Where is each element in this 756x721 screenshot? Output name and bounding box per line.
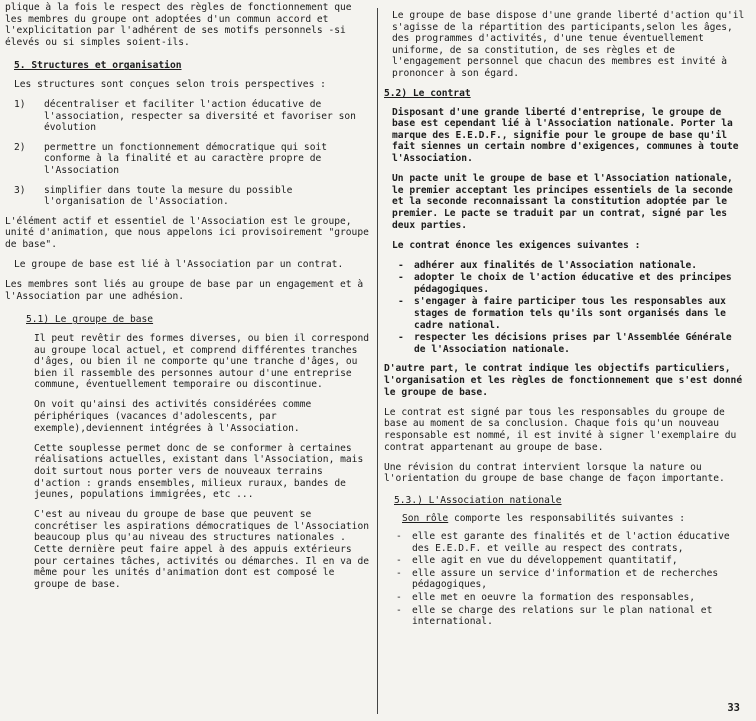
list-item: - adhérer aux finalités de l'Association nationale.	[398, 259, 698, 271]
perspective-item-2: 2) permettre un fonctionnement démocratique qui soit conforme à la finalité et au caractère propre de l'Association	[14, 141, 328, 177]
left-column	[0, 0, 372, 599]
list-item: - elle assure un service d'information et de recherches pédagogiques,	[396, 567, 719, 591]
membres-paragraph: Les membres sont liés au groupe de base par un engagement et à l'Association par une adhésion.	[5, 279, 364, 302]
disposant-paragraph: Disposant d'une grande liberté d'entreprise, le groupe de base est cependant lié à l'Association nationale. Porter la marque des E.E.D.F., signifie pour le groupe de base qu'il fait siennes un certain nombre d'exigences, communes à toute l'Association.	[392, 106, 739, 165]
list-item: - elle se charge des relations sur le plan national et international.	[396, 604, 713, 628]
signe-paragraph: Le contrat est signé par tous les responsables du groupe de base au moment de sa conclusion. Chaque fois qu'un nouveau responsable est nommé, il est invité à signer l'exemplaire du contrat appartenant au groupe de base.	[384, 406, 737, 453]
enonce-paragraph: Le contrat énonce les exigences suivantes :	[392, 239, 641, 251]
section-heading-association-nationale: 5.3.) L'Association nationale	[394, 494, 562, 506]
perspectives-intro: Les structures sont conçues selon trois perspectives :	[14, 78, 326, 90]
liberte-paragraph: Le groupe de base dispose d'une grande liberté d'action qu'il s'agisse de la répartition des participants,selon les âges, des programmes d'activités, d'une tenue éventuellement uniforme, de sa constitution, de ses règles et de l'engagement personnel que chacun des membres est invité à prononcer à son égard.	[392, 10, 745, 79]
roles-list	[384, 531, 746, 628]
section-heading-groupe-de-base: 5.1) Le groupe de base	[26, 314, 154, 326]
list-item: - respecter les décisions prises par l'Assemblée Générale de l'Association nationale.	[398, 332, 732, 355]
exigences-list	[384, 260, 746, 356]
section-heading-contrat: 5.2) Le contrat	[384, 88, 471, 100]
revision-paragraph: Une révision du contrat intervient lorsque la nature ou l'orientation du groupe de base change de façon importante.	[384, 461, 725, 485]
list-item: - s'engager à faire participer tous les responsables aux stages de formation tels qu'ils sont organisés dans le cadre national.	[398, 296, 726, 331]
revetir-paragraph: Il peut revêtir des formes diverses, ou bien il correspond au groupe local actuel, et comprend différentes tranches d'âges, ou bien il ne comporte qu'une tranche d'âges, ou bien il rassemble des personnes autour d'une entreprise commune, éventuellement temporaire ou discontinue.	[34, 332, 370, 391]
perspective-item-3: 3) simplifier dans toute la mesure du possible l'organisation de l'Association.	[14, 184, 293, 208]
role-paragraph: Son rôle comporte les responsabilités suivantes :	[402, 513, 686, 525]
souplesse-paragraph: Cette souplesse permet donc de se conformer à certaines réalisations actuelles, existant dans l'Association, mais doit surtout nous porter vers de nouveaux terrains d'action : grands ensembles, milieux ruraux, bandes de jeunes, populations immigrées, etc ...	[34, 442, 364, 501]
contrat-lie-paragraph: Le groupe de base est lié à l'Association par un contrat.	[14, 259, 344, 271]
list-item: - elle agit en vue du développement quantitatif,	[396, 555, 678, 567]
intro-paragraph: plique à la fois le respect des règles de fonctionnement que les membres du groupe ont adoptées d'un commun accord et l'explicitation par l'adhérent de ses motifs personnels -si élevés ou si simples soient-ils.	[5, 2, 352, 48]
list-item: - elle met en oeuvre la formation des responsables,	[396, 591, 696, 603]
niveau-paragraph: C'est au niveau du groupe de base que peuvent se concrétiser les aspirations démocratiques de l'Association beaucoup plus qu'au niveau des structures nationales . Cette dernière peut faire appel à des appuis extérieurs pour certaines tâches, activités ou démarches. Il en va de même pour les unités d'animation dont est composé le groupe de base.	[34, 509, 370, 590]
element-actif-paragraph: L'élément actif et essentiel de l'Association est le groupe, unité d'animation, que nous appelons ici provisoirement "groupe de base".	[5, 215, 369, 250]
page-number: 33	[727, 702, 740, 715]
perspective-item-1: 1) décentraliser et faciliter l'action éducative de l'association, respecter sa diversité et favoriser son évolution	[14, 99, 356, 134]
column-divider	[377, 8, 378, 714]
activites-paragraph: On voit qu'ainsi des activités considérées comme périphériques (vacances d'adolescents, par exemple),deviennent intégrées à l'Association.	[34, 399, 312, 434]
right-column	[384, 0, 746, 636]
list-item: - adopter le choix de l'action éducative et des principes pédagogiques.	[398, 272, 732, 295]
autre-part-paragraph: D'autre part, le contrat indique les objectifs particuliers, l'organisation et les règles de fonctionnement que s'est donné le groupe de base.	[384, 363, 743, 398]
pacte-paragraph: Un pacte unit le groupe de base et l'Association nationale, le premier acceptant les principes essentiels de la seconde et la seconde reconnaissant la constitution adoptée par le premier. Le pacte se traduit par un contrat, signé par les deux parties.	[392, 173, 733, 231]
section-heading-structures: 5. Structures et organisation	[14, 60, 182, 72]
list-item: - elle est garante des finalités et de l'action éducative des E.E.D.F. et veille au respect des contrats,	[396, 530, 730, 554]
